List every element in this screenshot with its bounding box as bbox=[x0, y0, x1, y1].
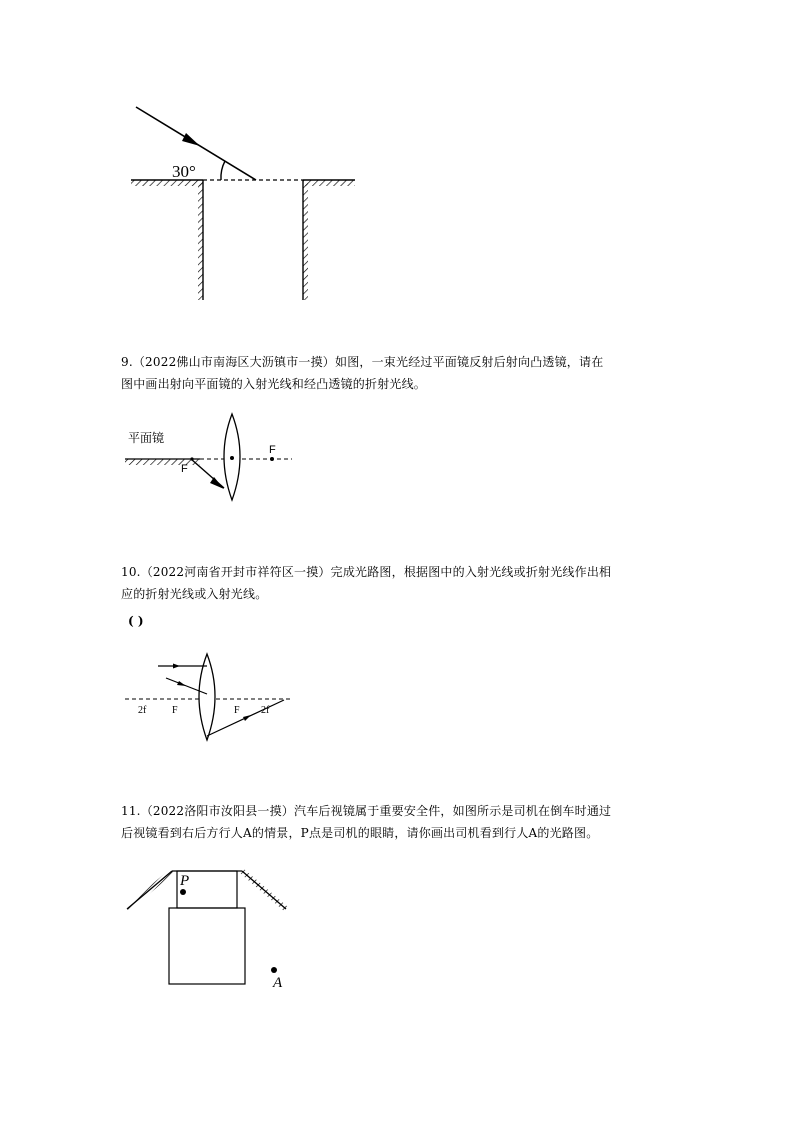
right-surface-hatch bbox=[303, 180, 355, 186]
label-right-f: F bbox=[234, 705, 240, 716]
left-wall-hatch bbox=[198, 180, 203, 300]
question-11-line-2: 后视镜看到右后方行人A的情景，P点是司机的眼睛，请你画出司机看到行人A的光路图。 bbox=[121, 826, 599, 840]
figure-9-diagram bbox=[120, 410, 300, 510]
pedestrian-point bbox=[271, 967, 277, 973]
angle-label: 30° bbox=[172, 162, 196, 181]
question-10-number: 10. bbox=[121, 565, 141, 579]
question-10-line-2: 应的折射光线或入射光线。 bbox=[121, 587, 268, 601]
label-left-f: F bbox=[172, 705, 178, 716]
car-body bbox=[169, 908, 245, 984]
refracted-ray-arrow-icon bbox=[243, 715, 251, 721]
figure-11-diagram bbox=[120, 860, 300, 995]
question-11-line-1: 11.（2022洛阳市汝阳县一摸）汽车后视镜属于重要安全件，如图所示是司机在倒车时通过 bbox=[121, 804, 612, 818]
angle-arc bbox=[221, 161, 225, 180]
figure-10-diagram bbox=[120, 650, 300, 750]
right-rearview-mirror bbox=[242, 871, 286, 909]
focus-left-label: F bbox=[181, 463, 188, 475]
question-11 bbox=[121, 800, 681, 844]
parallel-ray-arrow-icon bbox=[173, 664, 180, 669]
label-right-2f: 2f bbox=[261, 705, 270, 716]
right-wall-hatch bbox=[303, 180, 308, 300]
point-a-label: A bbox=[273, 975, 283, 991]
answer-paren: ( ) bbox=[128, 614, 144, 628]
mirror-label: 平面镜 bbox=[128, 431, 165, 445]
question-10-line-1: 10.（2022河南省开封市祥符区一摸）完成光路图，根据图中的入射光线或折射光线作出相 bbox=[121, 565, 612, 579]
figure-8-diagram bbox=[120, 95, 370, 310]
question-9-number: 9. bbox=[121, 355, 133, 369]
left-rearview-mirror bbox=[127, 871, 172, 909]
focus-right-label: F bbox=[269, 444, 276, 456]
focal-ray-arrow-icon bbox=[177, 681, 186, 686]
question-10 bbox=[121, 561, 681, 605]
question-11-number: 11. bbox=[121, 804, 141, 818]
convex-lens bbox=[199, 654, 215, 740]
focus-right-dot bbox=[270, 457, 274, 461]
question-9 bbox=[121, 351, 681, 395]
reflected-ray-arrow-icon bbox=[210, 477, 224, 489]
ray-arrow-icon bbox=[182, 133, 200, 146]
mirror-hatch bbox=[125, 459, 200, 465]
question-9-line-1: 9.（2022佛山市南海区大沥镇市一摸）如图，一束光经过平面镜反射后射向凸透镜，请在 bbox=[121, 355, 604, 369]
driver-eye-point bbox=[180, 889, 186, 895]
label-left-2f: 2f bbox=[138, 705, 147, 716]
point-p-label: P bbox=[180, 873, 190, 889]
lens-center-dot bbox=[230, 456, 234, 460]
question-9-line-2: 图中画出射向平面镜的入射光线和经凸透镜的折射光线。 bbox=[121, 377, 427, 391]
